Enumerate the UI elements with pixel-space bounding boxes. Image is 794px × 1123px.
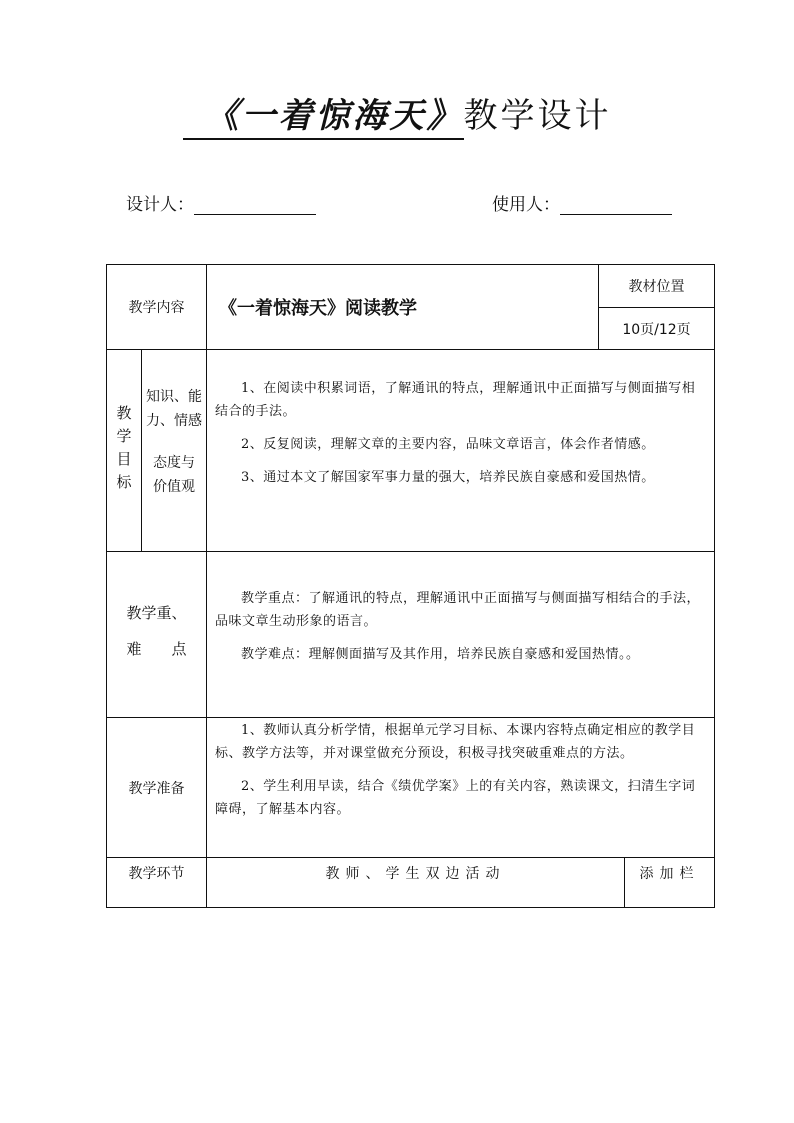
goals-sub-line: 态度与	[153, 455, 195, 471]
designer-field	[126, 190, 316, 215]
keypoint-item: 教学重点：了解通讯的特点，理解通讯中正面描写与侧面描写相结合的手法，品味文章生动形象的语言。	[215, 591, 701, 629]
goals-sub-line: 力、情感	[146, 413, 202, 429]
user-field	[492, 190, 672, 215]
prep-item: 2、学生利用早读，结合《绩优学案》上的有关内容，熟读课文，扫清生字词障碍，了解基本内容。	[215, 779, 696, 817]
goal-item: 3、通过本文了解国家军事力量的强大，培养民族自豪感和爱国热情。	[241, 470, 655, 485]
extra-label: 添加栏	[639, 866, 700, 882]
prep-text	[215, 719, 705, 831]
row-divider	[107, 349, 714, 350]
content-label: 教学内容	[128, 300, 185, 316]
goal-item: 1、在阅读中积累词语，了解通讯的特点，理解通讯中正面描写与侧面描写相结合的手法。	[215, 381, 696, 419]
position-value: 10页/12页	[622, 321, 691, 338]
prep-item: 1、教师认真分析学情，根据单元学习目标、本课内容特点确定相应的教学目标、教学方法等，并对课堂做充分预设，积极寻找突破重难点的方法。	[215, 723, 696, 761]
position-label: 教材位置	[628, 279, 685, 295]
activity-label: 教师、学生双边活动	[325, 866, 506, 882]
lesson-plan-table	[106, 264, 715, 908]
step-label: 教学环节	[128, 866, 185, 882]
title-lesson-name: 《一着惊海天》	[183, 96, 464, 140]
goals-sub-line: 价值观	[153, 479, 195, 495]
goals-label: 教学目标	[114, 404, 133, 497]
prep-label: 教学准备	[128, 780, 185, 797]
user-label: 使用人：	[492, 195, 560, 215]
keypoints-label	[107, 595, 206, 667]
goals-sub-line: 知识、能	[146, 389, 202, 405]
document-title	[0, 88, 794, 137]
row-divider	[107, 551, 714, 552]
goals-label-cell	[107, 350, 141, 551]
keypoints-label-line: 难 点	[126, 640, 187, 658]
goal-item: 2、反复阅读，理解文章的主要内容，品味文章语言，体会作者情感。	[241, 437, 655, 452]
keypoints-text	[215, 587, 705, 676]
content-title: 《一着惊海天》阅读教学	[219, 298, 417, 319]
goals-subcategory	[142, 385, 206, 499]
designer-blank[interactable]	[194, 196, 316, 215]
col-divider	[206, 265, 207, 907]
goals-text	[215, 377, 705, 499]
designer-label: 设计人：	[126, 195, 194, 215]
keypoints-label-line: 教学重、	[126, 604, 187, 622]
title-suffix: 教学设计	[463, 96, 612, 136]
user-blank[interactable]	[560, 196, 672, 215]
keypoint-item: 教学难点：理解侧面描写及其作用，培养民族自豪感和爱国热情。。	[241, 647, 640, 662]
